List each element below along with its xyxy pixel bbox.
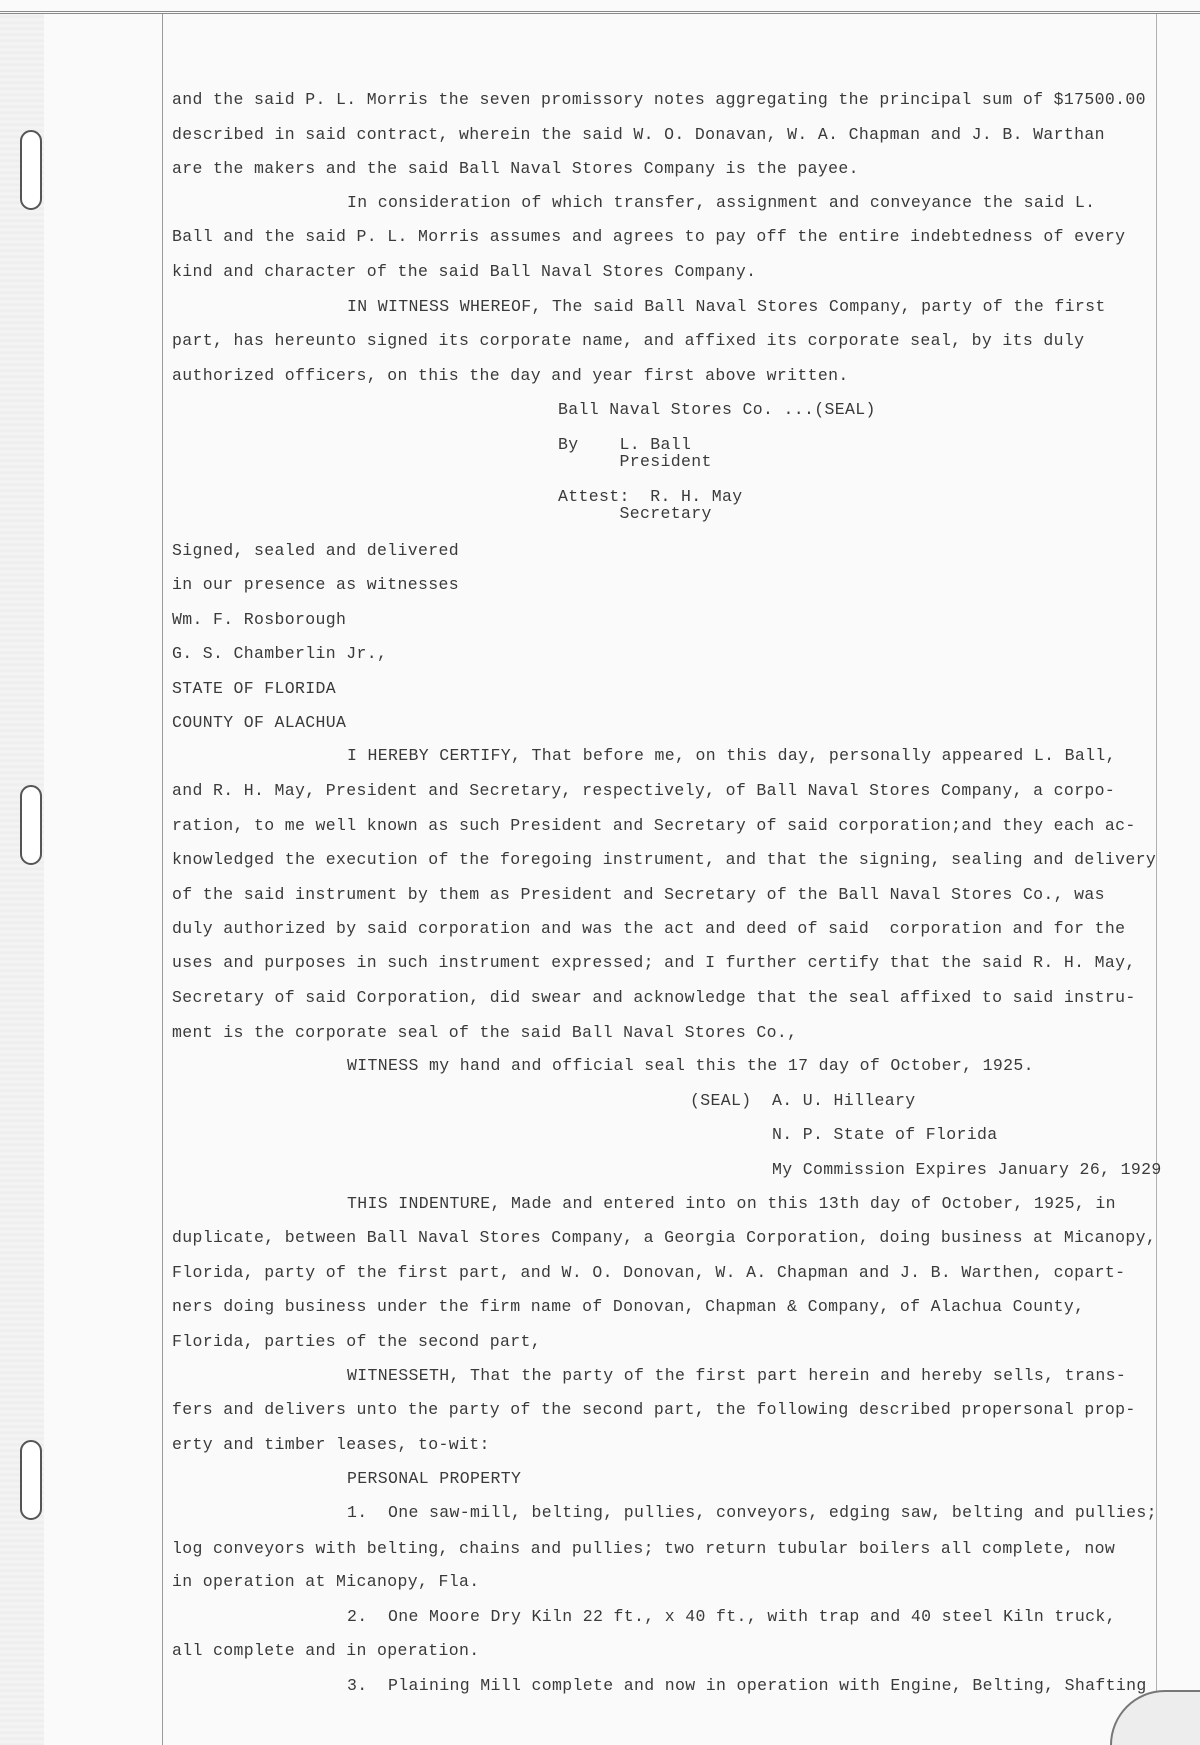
document-line: COUNTY OF ALACHUA	[172, 713, 347, 732]
document-line: ners doing business under the firm name of Donovan, Chapman & Company, of Alachua County,	[172, 1297, 1085, 1316]
document-line: In consideration of which transfer, assignment and conveyance the said L.	[347, 193, 1096, 212]
document-line: knowledged the execution of the foregoing instrument, and that the signing, sealing and delivery	[172, 850, 1157, 869]
document-line: and the said P. L. Morris the seven promissory notes aggregating the principal sum of $17500.00	[172, 90, 1146, 109]
document-line: 3. Plaining Mill complete and now in operation with Engine, Belting, Shafting	[347, 1676, 1147, 1695]
document-line: PERSONAL PROPERTY	[347, 1469, 522, 1488]
document-line: part, has hereunto signed its corporate name, and affixed its corporate seal, by its duly	[172, 331, 1085, 350]
document-line: in our presence as witnesses	[172, 575, 460, 594]
document-line: ration, to me well known as such President and Secretary of said corporation;and they each ac-	[172, 816, 1136, 835]
document-line: fers and delivers unto the party of the second part, the following described propersonal prop-	[172, 1400, 1136, 1419]
document-line: duplicate, between Ball Naval Stores Company, a Georgia Corporation, doing business at Micanopy,	[172, 1228, 1157, 1247]
document-line: 1. One saw-mill, belting, pullies, conveyors, edging saw, belting and pullies;	[347, 1503, 1157, 1522]
document-line: STATE OF FLORIDA	[172, 679, 337, 698]
document-line: Attest: R. H. May	[558, 487, 743, 506]
document-line: Ball and the said P. L. Morris assumes and agrees to pay off the entire indebtedness of every	[172, 227, 1126, 246]
document-line: authorized officers, on this the day and year first above written.	[172, 366, 849, 385]
document-line: G. S. Chamberlin Jr.,	[172, 644, 388, 663]
document-line: log conveyors with belting, chains and pullies; two return tubular boilers all complete, now	[172, 1539, 1116, 1558]
document-line: By L. Ball	[558, 435, 692, 454]
document-line: erty and timber leases, to-wit:	[172, 1435, 490, 1454]
document-line: My Commission Expires January 26, 1929	[690, 1160, 1162, 1179]
page-corner-curl	[1110, 1690, 1200, 1745]
document-line: I HEREBY CERTIFY, That before me, on this day, personally appeared L. Ball,	[347, 746, 1116, 765]
punch-hole-middle	[20, 785, 42, 865]
document-line: 2. One Moore Dry Kiln 22 ft., x 40 ft., with trap and 40 steel Kiln truck,	[347, 1607, 1116, 1626]
document-line: described in said contract, wherein the said W. O. Donavan, W. A. Chapman and J. B. Warthan	[172, 125, 1105, 144]
document-line: President	[558, 452, 712, 471]
document-line: THIS INDENTURE, Made and entered into on this 13th day of October, 1925, in	[347, 1194, 1116, 1213]
document-line: Signed, sealed and delivered	[172, 541, 460, 560]
document-line: and R. H. May, President and Secretary, respectively, of Ball Naval Stores Company, a corpo-	[172, 781, 1116, 800]
punch-hole-top	[20, 130, 42, 210]
document-line: N. P. State of Florida	[690, 1125, 998, 1144]
document-line: uses and purposes in such instrument expressed; and I further certify that the said R. H. May,	[172, 953, 1136, 972]
document-line: of the said instrument by them as President and Secretary of the Ball Naval Stores Co., was	[172, 885, 1105, 904]
left-margin-line	[162, 14, 163, 1745]
document-line: Wm. F. Rosborough	[172, 610, 347, 629]
punch-hole-bottom	[20, 1440, 42, 1520]
document-line: kind and character of the said Ball Naval Stores Company.	[172, 262, 757, 281]
document-line: Ball Naval Stores Co. ...(SEAL)	[558, 400, 876, 419]
page-top-rule	[0, 0, 1200, 14]
document-line: in operation at Micanopy, Fla.	[172, 1572, 480, 1591]
right-margin-line	[1156, 14, 1157, 1745]
document-line: all complete and in operation.	[172, 1641, 480, 1660]
document-line: Secretary	[558, 504, 712, 523]
document-line: WITNESS my hand and official seal this the 17 day of October, 1925.	[347, 1056, 1034, 1075]
document-line: Florida, parties of the second part,	[172, 1332, 542, 1351]
document-line: duly authorized by said corporation and was the act and deed of said corporation and for the	[172, 919, 1126, 938]
document-line: WITNESSETH, That the party of the first part herein and hereby sells, trans-	[347, 1366, 1127, 1385]
document-line: IN WITNESS WHEREOF, The said Ball Naval Stores Company, party of the first	[347, 297, 1106, 316]
document-line: Florida, party of the first part, and W. O. Donovan, W. A. Chapman and J. B. Warthen, copart-	[172, 1263, 1126, 1282]
document-line: (SEAL) A. U. Hilleary	[690, 1091, 916, 1110]
document-line: are the makers and the said Ball Naval Stores Company is the payee.	[172, 159, 859, 178]
document-line: Secretary of said Corporation, did swear and acknowledge that the seal affixed to said instru-	[172, 988, 1136, 1007]
document-line: ment is the corporate seal of the said Ball Naval Stores Co.,	[172, 1023, 798, 1042]
